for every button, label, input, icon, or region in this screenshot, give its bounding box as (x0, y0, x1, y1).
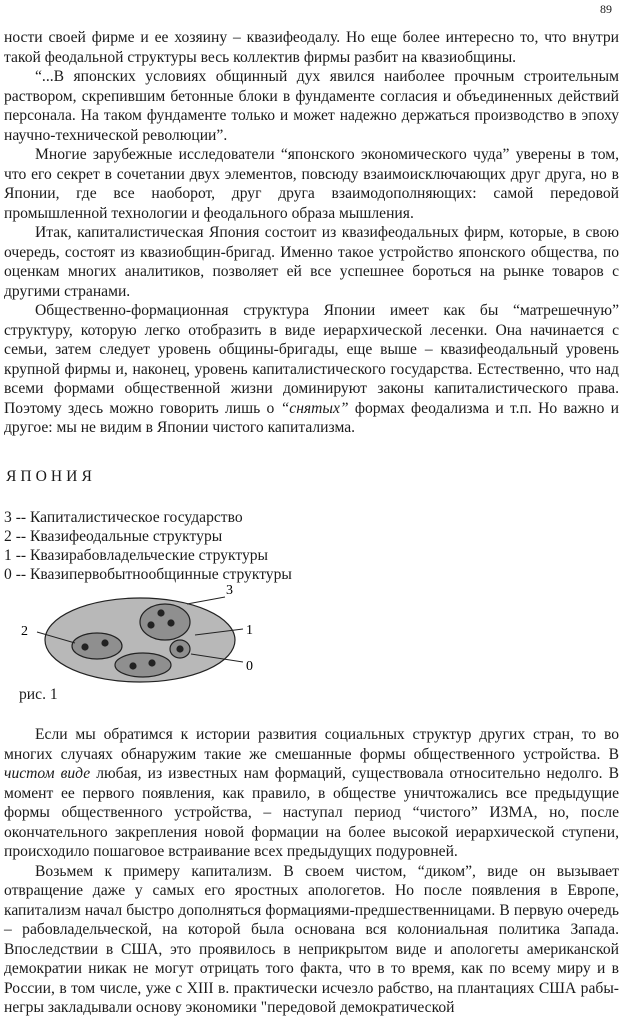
emphasis-text: “снятых” (280, 399, 349, 417)
dot-family (157, 609, 164, 616)
dot-family (129, 662, 136, 669)
text-block-top (4, 28, 619, 438)
paragraph: Возьмем к примеру капитализм. В своем чистом, “диком”, виде он вызывает отвращение даже у самых его яростных апологетов. Но после появления в Европе, капитализм начал быстро дополняться формациями-предшественницами. В первую очередь – рабовладельческой, на которой была основана вся колониальная политика Запада. Впоследствии в США, это проявилось в неприкрытом виде и апологеты американской демократии никак не могут отрицать того факта, что в то время, как по всему миру и в России, в том числе, уже с XIII в. практически исчезло рабство, на плантациях США рабы-негры закладывали основу экономики "передовой демократической (4, 862, 619, 1016)
paragraph: Итак, капиталистическая Япония состоит из квазифеодальных фирм, которые, в свою очередь, состоят из квазиобщин-бригад. Именно такое устройство японского общества, по оценкам многих аналитиков, позволяет ей все успешнее бороться на рынке товаров с другими странами. (4, 224, 619, 300)
section-heading: ЯПОНИЯ (6, 468, 96, 485)
paragraph-text: Общественно-формационная структура Японии имеет как бы “матрешечную” структуру, которую легко отобразить в виде иерархической лесенки. Она начинается с семьи, затем следует уровень общины-бригады, еще выше – квазифеодальный уровень крупной фирмы и, наконец, уровень капиталистического государства. Естественно, что над всеми формами общественной жизни доминируют законы капиталистического права. Поэтому здесь можно говорить лишь о (4, 302, 619, 417)
inner-ellipse-firm (72, 633, 122, 659)
paragraph: Многие зарубежные исследователи “японского экономического чуда” уверены в том, что его секрет в сочетании двух элементов, повсюду взаимоисключающих друг друга, но в Японии, где все наоборот, друг друга взаимодополняющих: самой передовой промышленной технологии и феодального образа мышления. (4, 146, 619, 222)
paragraph: “...В японских условиях общинный дух явился наиболее прочным строительным раствором, скрепившим бетонные блоки в фундаменте согласия и объединенных действий персонала. На таком фундаменте только и может надежно держаться производство в эпоху научно-технической революции”. (4, 68, 619, 144)
paragraph-text: любая, из известных нам формаций, существовала относительно недолго. В момент ее первого появления, как правило, в обществе уничтожались все предыдущие формы общественного устройства, – наступал период “чистого” ИЗМА, но, после окончательного закрепления новой формации на более высокой иерархической ступени, происходило пошаговое встраивание всех предыдущих подуровней. (4, 765, 619, 860)
label-3: 3 (226, 583, 233, 598)
dot-family (167, 619, 174, 626)
dot-family (148, 659, 155, 666)
figure-caption: рис. 1 (19, 686, 58, 703)
dot-family (147, 621, 154, 628)
label-2: 2 (21, 624, 28, 639)
paragraph-text: Если мы обратимся к истории развития социальных структур других стран, то во многих случаях обнаружим такие же смешанные формы общественного устройства. В (4, 726, 619, 763)
paragraph (4, 725, 619, 862)
legend-item: 3 -- Капиталистическое государство (4, 509, 243, 526)
emphasis-text: чистом виде (4, 765, 91, 782)
text-block-bottom (4, 725, 619, 1018)
dot-family (176, 645, 183, 652)
inner-ellipse-firm (140, 604, 190, 640)
legend-item: 2 -- Квазифеодальные структуры (4, 528, 223, 545)
dot-family (81, 643, 88, 650)
dot-family (101, 639, 108, 646)
label-1: 1 (246, 623, 253, 638)
paragraph-text: формах феодализма и т.п. Но важно и другое: мы не видим в Японии чистого капитализма. (4, 399, 619, 436)
paragraph (4, 301, 619, 438)
legend-item: 0 -- Квазипервобытнообщинные структуры (4, 566, 292, 583)
paragraph: ности своей фирме и ее хозяину – квазифеодалу. Но еще более интересно то, что внутри такой феодальной структуры весь коллектив фирмы разбит на квазиобщины. (4, 29, 619, 66)
structure-diagram (15, 580, 275, 690)
page-number: 89 (600, 2, 612, 16)
inner-ellipse-firm (115, 653, 171, 677)
label-0: 0 (246, 659, 253, 674)
pointer-line-3 (187, 597, 225, 604)
legend-item: 1 -- Квазирабовладельческие структуры (4, 547, 269, 564)
legend (4, 508, 292, 584)
